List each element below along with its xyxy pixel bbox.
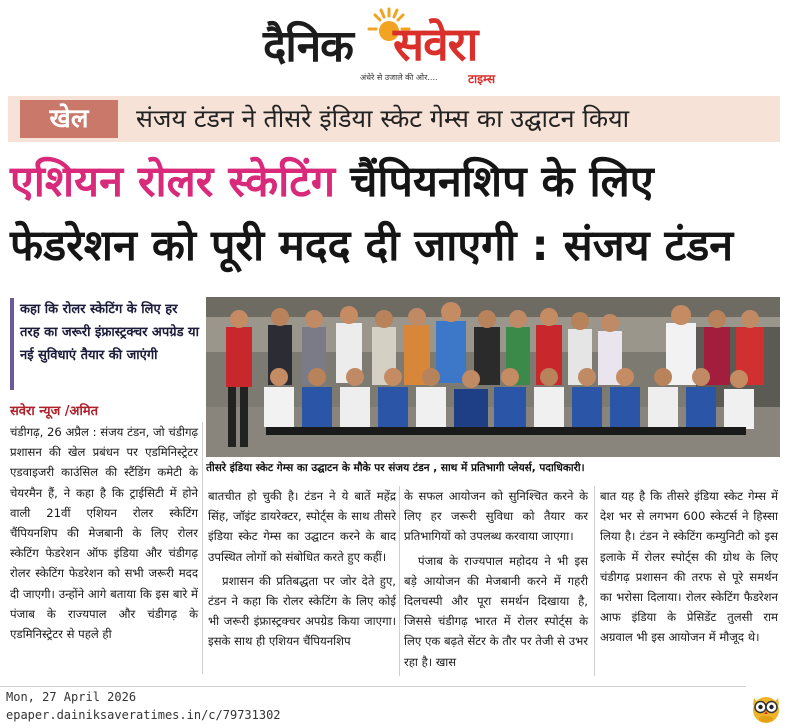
kicker-text: संजय टंडन ने तीसरे इंडिया स्केट गेम्स का उद्घाटन किया <box>136 104 630 133</box>
column-divider <box>399 486 400 676</box>
article-paragraph: प्रशासन की प्रतिबद्धता पर जोर देते हुए, टंडन ने कहा कि रोलर स्केटिंग के लिए कोई भी जरूरी इंफ्रास्ट्रक्चर अपग्रेड किया जाएगा। इसके साथ ही एशियन चैंपियनशिप <box>208 573 396 649</box>
column-divider <box>594 486 595 676</box>
article-paragraph: के सफल आयोजन को सुनिश्चित करने के लिए हर जरूरी सुविधा को तैयार कर प्रतिभागियों को उपलब्ध करवाया जाएगा। <box>404 489 588 544</box>
news-photo <box>206 297 780 457</box>
kicker-bar <box>8 96 780 142</box>
logo-tagline: अंधेरे से उजाले की ओर.... <box>360 73 438 82</box>
logo-times: टाइम्स <box>468 72 496 86</box>
masthead <box>0 0 788 88</box>
article-paragraph: बातचीत हो चुकी है। टंडन ने ये बातें महेंद्र सिंह, जॉइंट डायरेक्टर, स्पोर्ट्स के साथ तीसरे इंडिया स्केट गेम्स का उद्घाटन करने के बाद उपस्थित लोगों को संबोधित करते हुए कहीं। <box>208 489 396 564</box>
photo-caption: तीसरे इंडिया स्केट गेम्स का उद्घाटन के मौके पर संजय टंडन , साथ में प्रतिभागी प्लेयर्स, पदाधिकारी। <box>206 458 780 480</box>
article-column-3 <box>404 486 588 672</box>
byline-text: सवेरा न्यूज /अमित <box>10 404 99 419</box>
deck-text: कहा कि रोलर स्केटिंग के लिए हर तरह का जरूरी इंफ्रास्ट्रक्चर अपग्रेड या नई सुविधाएं तैयार की जाएंगी <box>20 302 199 363</box>
footer-url[interactable]: epaper.dainiksaveratimes.in/c/79731302 <box>6 708 281 722</box>
article-paragraph: बात यह है कि तीसरे इंडिया स्केट गेम्स में देश भर से लगभग 600 स्केटर्स ने हिस्सा लिया है। टंडन ने स्केटिंग कम्युनिटी को इस इलाके में रोलर स्पोर्ट्स की ग्रोथ के लिए चंडीगढ़ प्रशासन की तरफ से पूरे समर्थन का भरोसा दिलाया। रोलर स्केटिंग फैडरेशन आफ इंडिया के प्रेसिडेंट तुलसी राम अग्रवाल भी इस आयोजन में मौजूद थे। <box>600 489 778 645</box>
section-tag: खेल <box>20 100 118 138</box>
footer-divider <box>0 686 746 687</box>
article-paragraph: चंडीगढ़, 26 अप्रैल : संजय टंडन, जो चंडीगढ़ प्रशासन की खेल प्रबंधन पर एडमिनिस्ट्रेटर एडवाइजरी काउंसिल की स्टैंडिंग कमेटी के चेयरमैन हैं, ने कहा है कि ट्राईसिटी में होने वाली 21वीं एशियन रोलर स्केटिंग चैंपियनशिप की मेजबानी के लिए रोलर स्केटिंग फेडरेशन ऑफ इंडिया और चंडीगढ़ रोलर स्केटिंग फेडरेशन को सभी जरूरी मदद दी जाएगी। उन्होंने आगे बताया कि इस बारे में पंजाब के राज्यपाल और चंडीगढ़ के एडमिनिस्ट्रेटर से पहले ही <box>10 425 198 642</box>
article-column-4 <box>600 486 778 648</box>
article-column-1 <box>10 422 198 644</box>
headline-rest: चैंपियनशिप के लिए <box>335 157 654 207</box>
headline-line-1 <box>10 150 780 214</box>
headline-line-2: फेडरेशन को पूरी मदद दी जाएगी : संजय टंडन <box>10 221 734 271</box>
owl-icon <box>750 690 782 724</box>
deck-accent-bar <box>10 298 14 390</box>
article-column-2 <box>208 486 396 652</box>
sub-deck <box>10 298 198 394</box>
article-paragraph: पंजाब के राज्यपाल महोदय ने भी इस बड़े आयोजन की मेजबानी करने में गहरी दिलचस्पी और पूरा समर्थन दिखाया है, जिससे चंडीगढ़ भारत में रोलर स्पोर्ट्स के लिए एक बढ़ते सेंटर के तौर पर तेजी से उभर रहा है। खास <box>404 553 588 669</box>
logo-dainik: दैनिक <box>263 21 353 72</box>
headline-highlight: एशियन रोलर स्केटिंग <box>10 157 336 207</box>
logo-savera: सवेरा <box>393 17 478 71</box>
headline <box>10 150 780 278</box>
footer-date: Mon, 27 April 2026 <box>6 690 137 704</box>
byline <box>10 400 198 418</box>
column-divider <box>202 422 203 674</box>
group-photo-image <box>206 297 780 457</box>
